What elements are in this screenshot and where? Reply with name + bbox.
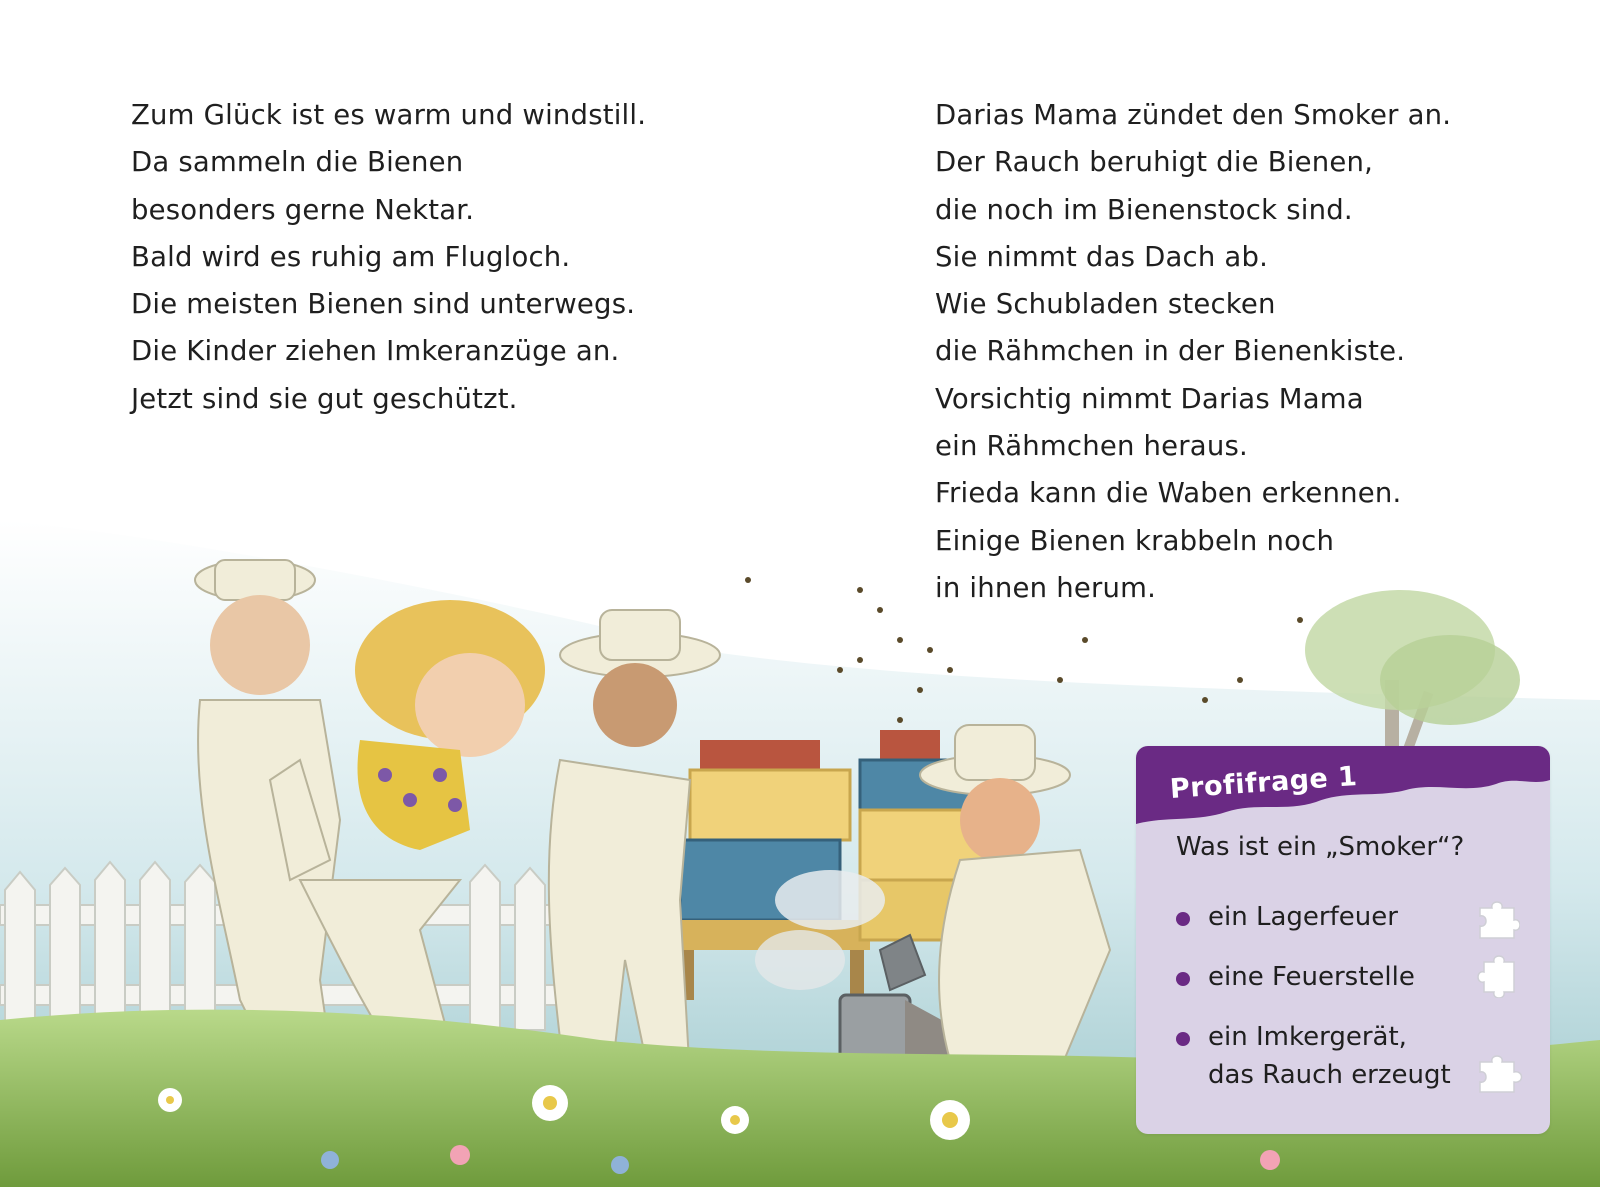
text-line: Wie Schubladen stecken <box>935 288 1276 321</box>
text-line: die noch im Bienenstock sind. <box>935 193 1353 226</box>
quiz-question: Was ist ein „Smoker“? <box>1176 832 1465 862</box>
text-column-left <box>131 92 646 423</box>
text-line: Der Rauch beruhigt die Bienen, <box>935 146 1374 179</box>
quiz-title: Profifrage 1 <box>1168 760 1359 805</box>
quiz-option-label: eine Feuerstelle <box>1208 962 1415 992</box>
puzzle-piece-icon <box>1476 896 1520 940</box>
quiz-option-label: ein Lagerfeuer <box>1208 902 1398 932</box>
text-line: Da sammeln die Bienen <box>131 146 464 179</box>
text-line: die Rähmchen in der Bienenkiste. <box>935 335 1406 368</box>
text-line: Sie nimmt das Dach ab. <box>935 240 1269 273</box>
text-line: Darias Mama zündet den Smoker an. <box>935 99 1452 131</box>
puzzle-piece-icon <box>1476 1052 1526 1096</box>
text-line: Frieda kann die Waben erkennen. <box>935 477 1402 510</box>
text-line: besonders gerne Nektar. <box>131 193 475 226</box>
bullet-icon <box>1176 912 1190 926</box>
text-column-right <box>935 92 1451 612</box>
text-line: Einige Bienen krabbeln noch <box>935 524 1335 557</box>
puzzle-piece-icon <box>1476 954 1520 998</box>
text-line: Zum Glück ist es warm und windstill. <box>131 99 647 131</box>
text-line: Jetzt sind sie gut geschützt. <box>131 382 518 415</box>
text-line: ein Rähmchen heraus. <box>935 430 1248 463</box>
text-line: in ihnen herum. <box>935 571 1157 604</box>
smoke <box>775 870 885 930</box>
bullet-icon <box>1176 972 1190 986</box>
text-line: Die meisten Bienen sind unterwegs. <box>131 288 636 321</box>
quiz-option-label: das Rauch erzeugt <box>1208 1060 1451 1090</box>
text-line: Vorsichtig nimmt Darias Mama <box>935 382 1364 415</box>
quiz-option-label: ein Imkergerät, <box>1208 1022 1407 1052</box>
bullet-icon <box>1176 1032 1190 1046</box>
text-line: Bald wird es ruhig am Flugloch. <box>131 240 571 273</box>
text-line: Die Kinder ziehen Imkeranzüge an. <box>131 335 620 368</box>
quiz-card <box>1136 746 1550 1134</box>
